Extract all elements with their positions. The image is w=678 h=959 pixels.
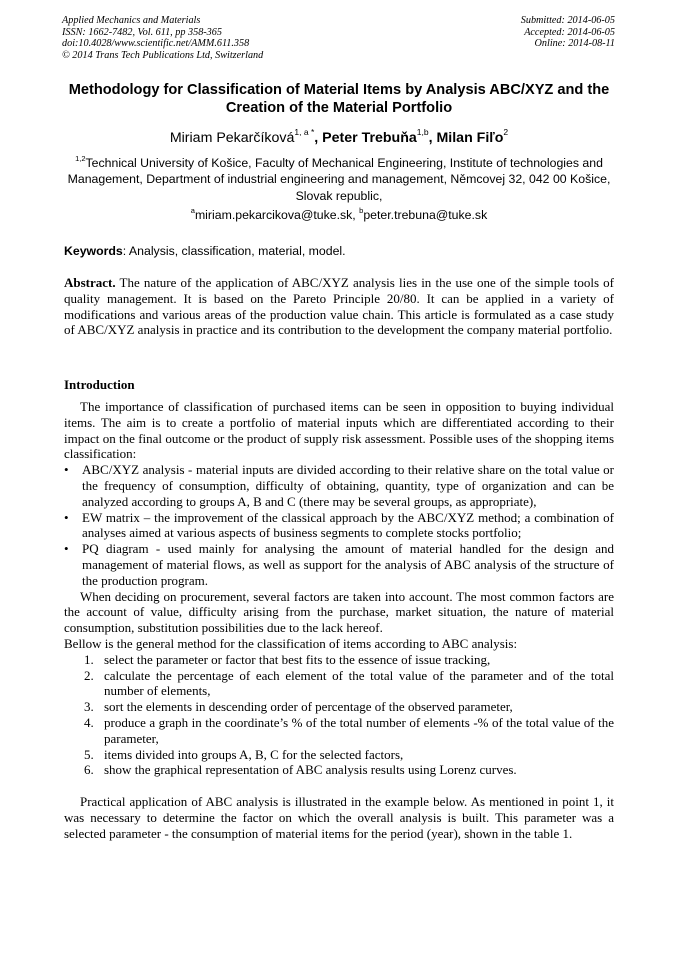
step-number: 5. — [84, 746, 94, 762]
step-number: 4. — [84, 714, 94, 730]
list-item — [64, 668, 614, 700]
keywords — [64, 243, 346, 259]
affiliation-text: Technical University of Košice, Faculty of Mechanical Engineering, Institute of technologies and Management, Department of industrial engineering and management, Němcovej 32, 042 00 Košice, Slovak republic, — [67, 156, 611, 203]
keywords-label: Keywords — [64, 244, 123, 258]
author-emails — [40, 207, 638, 223]
author-1: Miriam Pekarčíková — [169, 130, 295, 146]
intro-paragraph-1: The importance of classification of purchased items can be seen in opposition to buying individual items. The aim is to create a portfolio of material inputs which are differentiated according to their impact on the final outcome or the product of supply risk assessment. Possible uses of the shopping items classification: — [64, 399, 614, 462]
step-number: 2. — [84, 667, 94, 683]
bullet-item — [64, 541, 614, 588]
bullet-text: ABC/XYZ analysis - material inputs are divided according to their relative share on the total value or the frequency of consumption, difficulty of obtaining, quantity, type of organization and can be analyzed according to groups A, B and C (there may be several groups, as appropriate), — [82, 462, 614, 509]
affiliation-marker: 1,2 — [75, 154, 86, 163]
method-steps-list — [64, 652, 614, 778]
journal-issn: ISSN: 1662-7482, Vol. 611, pp 358-365 — [62, 26, 222, 38]
introduction-body — [64, 399, 614, 842]
list-item — [64, 699, 614, 715]
step-text: items divided into groups A, B, C for the selected factors, — [104, 746, 404, 762]
bullet-item — [64, 510, 614, 542]
journal-header-right — [521, 15, 615, 50]
journal-name: Applied Mechanics and Materials — [62, 15, 201, 26]
email-b-marker: b — [359, 206, 364, 215]
author-list — [40, 129, 638, 147]
intro-paragraph-3: Bellow is the general method for the classification of items according to ABC analysis: — [64, 635, 518, 651]
affiliation — [64, 155, 614, 204]
abstract-label: Abstract. — [64, 275, 116, 290]
bullet-icon: • — [64, 509, 69, 525]
bullet-text: PQ diagram - used mainly for analysing the amount of material handled for the design and management of material flows, as well as support for the analysis of ABC analysis of the structure of the production program. — [82, 541, 614, 588]
accepted-date: Accepted: 2014-06-05 — [524, 26, 615, 38]
list-item — [64, 652, 614, 668]
bullet-item — [64, 462, 614, 509]
bullet-icon: • — [64, 462, 69, 478]
abstract — [64, 275, 614, 338]
email-b: peter.trebuna@tuke.sk — [363, 208, 488, 222]
author-2-marker: 1,b — [416, 127, 429, 137]
step-number: 1. — [84, 651, 94, 667]
author-3-sep: , Milan Fiľo — [428, 130, 504, 146]
journal-copyright: © 2014 Trans Tech Publications Ltd, Switzerland — [62, 49, 264, 61]
author-2-sep: , Peter Trebuňa — [314, 130, 417, 146]
step-number: 3. — [84, 699, 94, 715]
email-a: miriam.pekarcikova@tuke.sk — [194, 208, 353, 222]
section-heading-introduction: Introduction — [64, 377, 135, 392]
online-date: Online: 2014-08-11 — [534, 38, 615, 50]
intro-paragraph-4: Practical application of ABC analysis is illustrated in the example below. As mentioned in point 1, it was necessary to determine the factor on which the overall analysis is built. This parameter was a selected parameter - the consumption of material items for the period (year), shown in the table 1. — [64, 794, 614, 841]
step-text: show the graphical representation of ABC analysis results using Lorenz curves. — [104, 762, 517, 778]
bullet-text: EW matrix – the improvement of the classical approach by the ABC/XYZ method; a combination of analyses aimed at various aspects of business segments to complete stocks portfolio; — [82, 509, 614, 541]
journal-doi: doi:10.4028/www.scientific.net/AMM.611.358 — [62, 38, 250, 50]
abstract-text: The nature of the application of ABC/XYZ analysis lies in the use one of the simple tools of quality management. It is based on the Pareto Principle 20/80. It can be applied in a variety of modifications and various areas of the production value chain. This article is formulated as a case study of ABC/XYZ analysis in practice and its contribution to the development the company material portfolio. — [64, 275, 614, 338]
author-1-marker: 1, a * — [294, 127, 315, 137]
intro-paragraph-2: When deciding on procurement, several factors are taken into account. The most common factors are the account of value, difficulty arising from the purchase, market situation, the nature of material consumption, substitution possibilities due to the lack hereof. — [64, 588, 614, 636]
paper-title: Methodology for Classification of Material Items by Analysis ABC/XYZ and the Creation of the Material Portfolio — [68, 82, 610, 116]
list-item — [64, 762, 614, 778]
email-separator: , — [352, 208, 360, 222]
list-item — [64, 715, 614, 747]
bullet-icon: • — [64, 541, 69, 557]
step-text: calculate the percentage of each element of the total value of the parameter and of the total number of elements, — [104, 667, 614, 699]
email-a-marker: a — [190, 206, 195, 215]
submitted-date: Submitted: 2014-06-05 — [520, 15, 615, 26]
author-3-marker: 2 — [503, 127, 509, 137]
step-text: sort the elements in descending order of percentage of the observed parameter, — [104, 699, 513, 715]
keywords-text: : Analysis, classification, material, model. — [122, 244, 346, 258]
list-item — [64, 747, 614, 763]
journal-header-left — [62, 15, 263, 61]
step-text: select the parameter or factor that best fits to the essence of issue tracking, — [104, 651, 491, 667]
paragraph-spacer — [64, 778, 614, 794]
step-number: 6. — [84, 762, 94, 778]
step-text: produce a graph in the coordinate’s % of the total number of elements -% of the total value of the parameter, — [104, 714, 614, 746]
